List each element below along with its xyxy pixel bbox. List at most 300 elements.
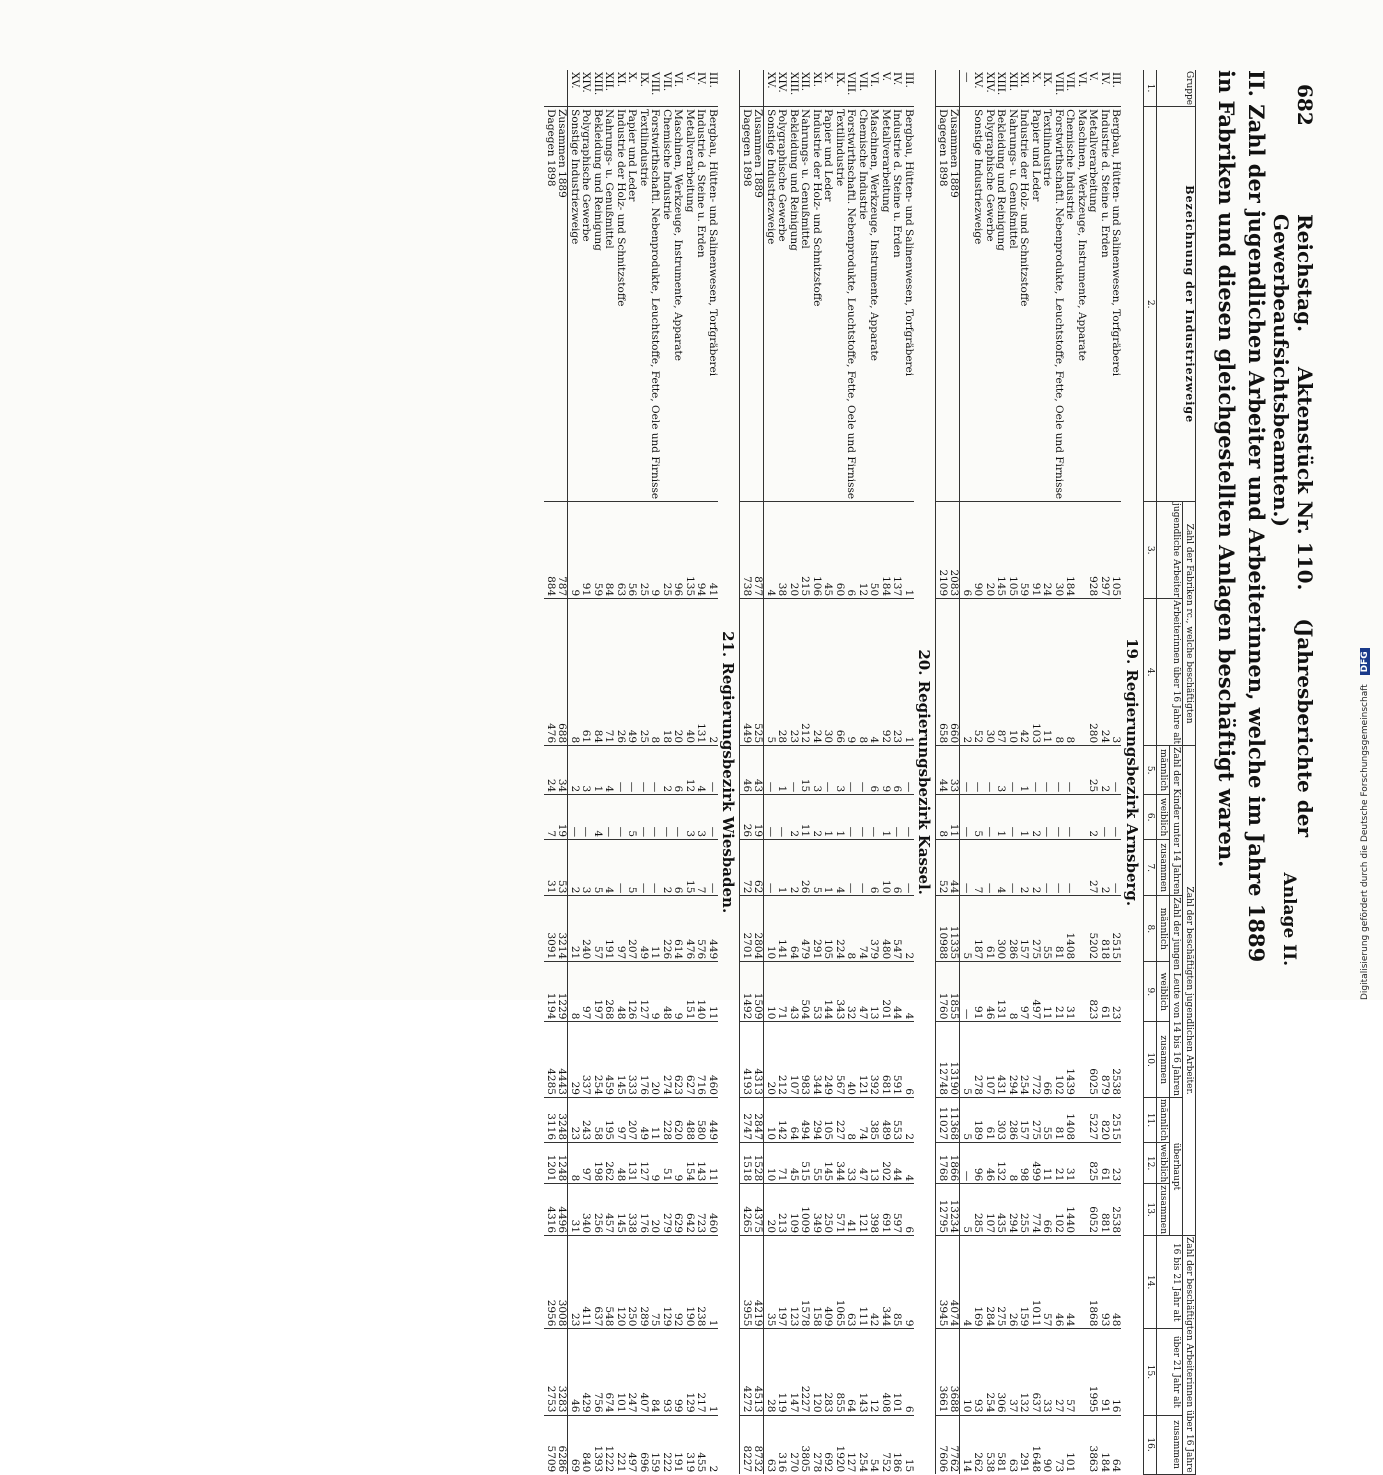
value-cell: — xyxy=(1007,795,1019,840)
value-cell: 23 xyxy=(1110,1143,1122,1184)
value-cell: 407 xyxy=(638,1329,650,1415)
value-cell: 184 xyxy=(1064,502,1076,599)
value-cell: 91 xyxy=(1030,502,1042,599)
value-cell: 221 xyxy=(615,1415,627,1474)
value-cell: 455 xyxy=(695,1415,707,1474)
value-cell xyxy=(1076,1184,1088,1236)
value-cell: 224 xyxy=(834,896,846,962)
value-cell: 1648 xyxy=(1030,1415,1042,1474)
value-cell: 576 xyxy=(695,896,707,962)
value-cell: 64 xyxy=(845,1329,857,1415)
value-cell: 227 xyxy=(834,1097,846,1142)
header-z: zusammen xyxy=(1158,1185,1168,1235)
value-cell: 291 xyxy=(1018,1415,1030,1474)
digitization-note: Digitalisierung gefördert durch die Deutsche Forschungsgemeinschaft xyxy=(1360,684,1370,1000)
value-cell: 5 xyxy=(626,840,638,896)
value-cell: 2515 xyxy=(1110,1097,1122,1142)
value-cell: — xyxy=(960,1143,972,1184)
value-cell: 31 xyxy=(1064,962,1076,1022)
value-cell: 262 xyxy=(603,1143,615,1184)
value-cell: 2 xyxy=(1099,840,1111,896)
value-cell: — xyxy=(845,746,857,795)
value-cell: 23 xyxy=(568,1236,580,1329)
value-cell: 254 xyxy=(984,1329,996,1415)
value-cell: 106 xyxy=(811,502,823,599)
industry-cell: Chemische Industrie xyxy=(661,107,673,502)
value-cell: 1229 xyxy=(556,962,568,1022)
value-cell: — xyxy=(603,795,615,840)
value-cell: 31 xyxy=(545,840,557,896)
value-cell: 340 xyxy=(580,1184,592,1236)
value-cell: 499 xyxy=(1030,1143,1042,1184)
value-cell: 92 xyxy=(880,599,892,746)
value-cell: — xyxy=(649,840,661,896)
value-cell: 6 xyxy=(903,1329,915,1415)
value-cell: 187 xyxy=(972,896,984,962)
table-row xyxy=(603,70,615,1474)
value-cell: 30 xyxy=(984,599,996,746)
industry-cell: Metallverarbeitung xyxy=(880,107,892,502)
value-cell: — xyxy=(1041,795,1053,840)
column-number: 10. xyxy=(1144,1022,1157,1098)
value-cell: 9 xyxy=(568,502,580,599)
value-cell: 11335 xyxy=(948,896,960,962)
table-row xyxy=(1018,70,1030,1474)
value-cell: 449 xyxy=(707,1097,719,1142)
dfg-logo: DFG xyxy=(1360,648,1370,675)
group-cell: IV. xyxy=(891,72,904,86)
value-cell xyxy=(1076,746,1088,795)
table-body xyxy=(545,70,1144,1474)
value-cell: 15 xyxy=(684,840,696,896)
value-cell: 12 xyxy=(868,1329,880,1415)
value-cell: 21 xyxy=(1053,962,1065,1022)
value-cell: 8 xyxy=(1007,962,1019,1022)
header-zusammen: zusammen xyxy=(1157,1415,1183,1474)
value-cell: 11 xyxy=(1041,962,1053,1022)
value-cell xyxy=(1076,1329,1088,1415)
value-cell: 55 xyxy=(1041,896,1053,962)
page-number: 682 xyxy=(1293,84,1317,126)
group-cell: IV. xyxy=(695,72,708,86)
value-cell: 3283 xyxy=(556,1329,568,1415)
value-cell: 26 xyxy=(740,795,752,840)
value-cell: — xyxy=(661,795,673,840)
value-cell: 3 xyxy=(580,840,592,896)
group-cell: XI. xyxy=(615,72,627,87)
section-title: 20. Regierungsbezirk Kassel. xyxy=(914,70,936,1474)
value-cell: 344 xyxy=(834,1143,846,1184)
value-cell: 5 xyxy=(626,795,638,840)
value-cell: 4313 xyxy=(752,1022,764,1098)
column-number: 3. xyxy=(1144,502,1157,599)
value-cell: 57 xyxy=(1041,1236,1053,1329)
value-cell: 8 xyxy=(1007,1143,1019,1184)
value-cell: 129 xyxy=(684,1329,696,1415)
value-cell: 24 xyxy=(545,746,557,795)
value-cell: 294 xyxy=(811,1097,823,1142)
value-cell: 5 xyxy=(592,840,604,896)
industry-cell: Industrie d. Steine u. Erden xyxy=(1099,107,1111,502)
value-cell: 716 xyxy=(695,1022,707,1098)
header-ueberhaupt: überhaupt xyxy=(1170,1097,1183,1235)
value-cell: 64 xyxy=(788,896,800,962)
group-cell: X. xyxy=(822,72,835,83)
value-cell: 247 xyxy=(626,1329,638,1415)
value-cell: 6052 xyxy=(1087,1184,1099,1236)
value-cell: 212 xyxy=(799,599,811,746)
value-cell: 1578 xyxy=(799,1236,811,1329)
value-cell: 33 xyxy=(1041,1329,1053,1415)
value-cell: 449 xyxy=(740,599,752,746)
value-cell: 34 xyxy=(556,746,568,795)
value-cell: 3945 xyxy=(936,1236,948,1329)
value-cell: 98 xyxy=(1018,1143,1030,1184)
value-cell: 49 xyxy=(626,599,638,746)
value-cell: 2515 xyxy=(1110,896,1122,962)
industry-cell: Bergbau, Hütten- und Salinenwesen, Torfgräberei xyxy=(903,107,915,502)
value-cell: 1408 xyxy=(1064,1097,1076,1142)
value-cell: 429 xyxy=(580,1329,592,1415)
value-cell: 642 xyxy=(684,1184,696,1236)
industry-cell: Industrie der Holz- und Schnitzstoffe xyxy=(811,107,823,502)
value-cell: 1 xyxy=(707,1236,719,1329)
value-cell: 4265 xyxy=(740,1184,752,1236)
value-cell: 818 xyxy=(1099,896,1111,962)
table-row xyxy=(1099,70,1111,1474)
value-cell: 20 xyxy=(764,1022,776,1098)
value-cell: 207 xyxy=(626,1097,638,1142)
value-cell: — xyxy=(984,840,996,896)
value-cell: 4513 xyxy=(752,1329,764,1415)
value-cell: 8 xyxy=(1064,599,1076,746)
value-cell: 820 xyxy=(1099,1097,1111,1142)
value-cell: 4 xyxy=(903,1143,915,1184)
value-cell: 297 xyxy=(1099,502,1111,599)
value-cell: 884 xyxy=(545,502,557,599)
group-cell: VI. xyxy=(1076,72,1088,88)
value-cell: 66 xyxy=(834,599,846,746)
value-cell: 696 xyxy=(638,1415,650,1474)
value-cell: 63 xyxy=(615,502,627,599)
value-cell: 243 xyxy=(580,1097,592,1142)
value-cell: 294 xyxy=(1007,1184,1019,1236)
rotated-page-content xyxy=(27,0,1337,1473)
value-cell: 61 xyxy=(580,599,592,746)
value-cell: 74 xyxy=(857,896,869,962)
value-cell: 460 xyxy=(707,1184,719,1236)
group-cell: III. xyxy=(1110,72,1123,88)
value-cell: 3 xyxy=(684,795,696,840)
header-z: zusammen xyxy=(1157,840,1170,896)
value-cell: 84 xyxy=(649,1329,661,1415)
value-cell: 928 xyxy=(1087,502,1099,599)
value-cell: 20 xyxy=(649,1022,661,1098)
industry-cell: Sonstige Industriezweige xyxy=(764,107,776,502)
industry-cell: Industrie der Holz- und Schnitzstoffe xyxy=(615,107,627,502)
group-cell: IX. xyxy=(638,72,650,87)
group-cell: XI. xyxy=(1018,72,1031,87)
table-row xyxy=(788,70,800,1474)
value-cell: 24 xyxy=(811,599,823,746)
value-cell: 8 xyxy=(845,1097,857,1142)
value-cell: 120 xyxy=(811,1329,823,1415)
value-cell: 93 xyxy=(972,1329,984,1415)
value-cell: 69 xyxy=(568,1415,580,1474)
value-cell xyxy=(1076,1143,1088,1184)
industry-cell: Maschinen, Werkzeuge, Instrumente, Apparate xyxy=(672,107,684,502)
value-cell: 107 xyxy=(788,1022,800,1098)
value-cell: 1 xyxy=(592,746,604,795)
value-cell: 26 xyxy=(799,840,811,896)
value-cell: 254 xyxy=(857,1415,869,1474)
value-cell: 37 xyxy=(1007,1329,1019,1415)
group-cell: VIII. xyxy=(845,72,858,96)
value-cell: 1 xyxy=(995,795,1007,840)
value-cell: 157 xyxy=(1018,896,1030,962)
column-number: 8. xyxy=(1144,896,1157,962)
value-cell: 254 xyxy=(1018,1022,1030,1098)
value-cell: 40 xyxy=(684,599,696,746)
value-cell: 12795 xyxy=(936,1184,948,1236)
value-cell: 333 xyxy=(626,1022,638,1098)
value-cell: 476 xyxy=(545,599,557,746)
value-cell: — xyxy=(788,746,800,795)
value-cell: 54 xyxy=(868,1415,880,1474)
value-cell: 107 xyxy=(984,1022,996,1098)
value-cell: 9 xyxy=(845,599,857,746)
table-row xyxy=(695,70,707,1474)
value-cell: 195 xyxy=(603,1097,615,1142)
value-cell: 1222 xyxy=(603,1415,615,1474)
value-cell: 6 xyxy=(672,840,684,896)
value-cell: 6 xyxy=(868,746,880,795)
value-cell: 27 xyxy=(1087,840,1099,896)
value-cell: 6 xyxy=(891,840,903,896)
value-cell: 186 xyxy=(891,1415,903,1474)
value-cell: 91 xyxy=(580,502,592,599)
value-cell: — xyxy=(857,840,869,896)
value-cell: 141 xyxy=(776,896,788,962)
value-cell: 275 xyxy=(995,1236,1007,1329)
value-cell: 480 xyxy=(880,896,892,962)
value-cell: 189 xyxy=(972,1097,984,1142)
value-cell: 4285 xyxy=(545,1022,557,1098)
header-w: weiblich xyxy=(1158,1144,1168,1183)
value-cell: 142 xyxy=(776,1097,788,1142)
value-cell: 15 xyxy=(903,1415,915,1474)
group-cell: X. xyxy=(1030,72,1042,83)
value-cell: 2 xyxy=(903,896,915,962)
value-cell: 2109 xyxy=(936,502,948,599)
value-cell: — xyxy=(776,795,788,840)
header-fab-a: jugendliche Arbeiter xyxy=(1157,502,1183,599)
value-cell: 71 xyxy=(603,599,615,746)
value-cell: 119 xyxy=(776,1329,788,1415)
industry-cell: Dagegen 1898 xyxy=(936,107,948,502)
value-cell: 398 xyxy=(868,1184,880,1236)
value-cell: 256 xyxy=(592,1184,604,1236)
value-cell: 103 xyxy=(1030,599,1042,746)
value-cell: 93 xyxy=(661,1329,673,1415)
table-row xyxy=(1110,70,1122,1474)
value-cell: 494 xyxy=(799,1097,811,1142)
value-cell: 107 xyxy=(984,1184,996,1236)
value-cell: 1009 xyxy=(799,1184,811,1236)
value-cell: 8 xyxy=(568,962,580,1022)
industry-cell: Chemische Industrie xyxy=(857,107,869,502)
industry-cell: Bergbau, Hütten- und Salinenwesen, Torfgräberei xyxy=(707,107,719,502)
value-cell: 19 xyxy=(752,795,764,840)
value-cell: 658 xyxy=(936,599,948,746)
value-cell: 13 xyxy=(868,962,880,1022)
value-cell: 2538 xyxy=(1110,1022,1122,1098)
group-cell xyxy=(752,70,764,107)
value-cell: 18 xyxy=(661,599,673,746)
value-cell: 55 xyxy=(1041,1097,1053,1142)
value-cell: — xyxy=(568,795,580,840)
value-cell: 99 xyxy=(672,1329,684,1415)
value-cell: 63 xyxy=(1007,1415,1019,1474)
industry-cell: Dagegen 1898 xyxy=(740,107,752,502)
value-cell: 44 xyxy=(1064,1236,1076,1329)
value-cell: 143 xyxy=(695,1143,707,1184)
value-cell: 1995 xyxy=(1087,1329,1099,1415)
value-cell: 8 xyxy=(649,599,661,746)
value-cell: 460 xyxy=(707,1022,719,1098)
value-cell: — xyxy=(868,795,880,840)
value-cell: — xyxy=(1041,840,1053,896)
value-cell: 1 xyxy=(903,599,915,746)
value-cell: 13 xyxy=(868,1143,880,1184)
value-cell: 93 xyxy=(1099,1236,1111,1329)
value-cell: 637 xyxy=(1030,1329,1042,1415)
value-cell xyxy=(1076,1022,1088,1098)
value-cell: 3091 xyxy=(545,896,557,962)
value-cell: 1920 xyxy=(834,1415,846,1474)
value-cell: 488 xyxy=(684,1097,696,1142)
value-cell: 46 xyxy=(740,746,752,795)
table-row xyxy=(1030,70,1042,1474)
value-cell: 64 xyxy=(788,1097,800,1142)
value-cell xyxy=(1076,962,1088,1022)
column-number: 9. xyxy=(1144,962,1157,1022)
table-row xyxy=(707,70,719,1474)
table-row xyxy=(776,70,788,1474)
value-cell: 212 xyxy=(776,1022,788,1098)
value-cell: 2 xyxy=(661,840,673,896)
section-heading-row xyxy=(914,70,936,1474)
table-row xyxy=(649,70,661,1474)
value-cell: 9 xyxy=(649,1143,661,1184)
value-cell: 3805 xyxy=(799,1415,811,1474)
value-cell: — xyxy=(638,840,650,896)
value-cell: 97 xyxy=(580,962,592,1022)
value-cell: — xyxy=(960,962,972,1022)
value-cell: 43 xyxy=(752,746,764,795)
header-z: zusammen xyxy=(1157,1022,1170,1098)
value-cell: 5 xyxy=(972,795,984,840)
value-cell: 1 xyxy=(776,746,788,795)
value-cell: 637 xyxy=(592,1236,604,1329)
table-title: II. Zahl der jugendlichen Arbeiter und Arbeiterinnen, welche im Jahre 1889 in Fabriken und diesen gleichgestellten Anlagen beschäftigt waren. xyxy=(1214,70,1269,963)
value-cell: 1 xyxy=(1018,746,1030,795)
value-cell: 2083 xyxy=(948,502,960,599)
value-cell: — xyxy=(984,795,996,840)
value-cell: 8 xyxy=(936,795,948,840)
table-header xyxy=(1144,70,1196,1474)
group-cell: IX. xyxy=(834,72,846,87)
digitization-footer xyxy=(1360,560,1370,1000)
group-cell: XIII. xyxy=(788,72,800,96)
group-cell: V. xyxy=(684,72,696,82)
value-cell: 6 xyxy=(903,1022,915,1098)
value-cell: 47 xyxy=(857,962,869,1022)
value-cell: 2538 xyxy=(1110,1184,1122,1236)
value-cell: 132 xyxy=(1018,1329,1030,1415)
value-cell: — xyxy=(972,746,984,795)
value-cell: — xyxy=(984,746,996,795)
value-cell: 4 xyxy=(960,1236,972,1329)
value-cell: 13234 xyxy=(948,1184,960,1236)
value-cell: 2 xyxy=(1018,840,1030,896)
column-number: 12. xyxy=(1144,1143,1157,1184)
value-cell: 411 xyxy=(580,1236,592,1329)
value-cell: 581 xyxy=(995,1415,1007,1474)
industry-cell: Metallverarbeitung xyxy=(684,107,696,502)
value-cell: 41 xyxy=(707,502,719,599)
value-cell: — xyxy=(845,840,857,896)
value-cell: 61 xyxy=(1099,1143,1111,1184)
column-number: 2. xyxy=(1144,107,1157,502)
value-cell: 879 xyxy=(1099,1022,1111,1098)
value-cell: 262 xyxy=(972,1415,984,1474)
table-row xyxy=(638,70,650,1474)
value-cell: 81 xyxy=(1053,1097,1065,1142)
industry-cell: Nahrungs- u. Genußmittel xyxy=(1007,107,1019,502)
industry-cell: Forstwirthschaftl. Nebenprodukte, Leuchtstoffe, Fette, Oele und Firnisse xyxy=(845,107,857,502)
value-cell: 4 xyxy=(603,746,615,795)
value-cell: 46 xyxy=(984,962,996,1022)
value-cell: 284 xyxy=(984,1236,996,1329)
value-cell xyxy=(1076,1236,1088,1329)
column-number: 15. xyxy=(1144,1329,1157,1415)
value-cell: 10 xyxy=(1007,599,1019,746)
value-cell: 2 xyxy=(661,746,673,795)
value-cell: 349 xyxy=(811,1184,823,1236)
value-cell: — xyxy=(1110,840,1122,896)
industry-cell: Sonstige Industriezweige xyxy=(972,107,984,502)
value-cell: 1 xyxy=(834,795,846,840)
value-cell: 222 xyxy=(661,1415,673,1474)
value-cell: 81 xyxy=(1053,896,1065,962)
group-cell: XIV. xyxy=(984,72,996,93)
value-cell: 2 xyxy=(960,599,972,746)
value-cell: 48 xyxy=(1110,1236,1122,1329)
value-cell: 131 xyxy=(695,599,707,746)
group-cell: XIII. xyxy=(592,72,604,96)
column-number: 6. xyxy=(1144,795,1157,840)
value-cell: — xyxy=(1099,795,1111,840)
group-cell: — xyxy=(961,72,973,83)
value-cell: 48 xyxy=(615,1143,627,1184)
value-cell: 286 xyxy=(1007,896,1019,962)
table-row xyxy=(984,70,996,1474)
value-cell: 63 xyxy=(764,1415,776,1474)
value-cell: 207 xyxy=(626,896,638,962)
value-cell: 983 xyxy=(799,1022,811,1098)
value-cell: 3248 xyxy=(556,1097,568,1142)
